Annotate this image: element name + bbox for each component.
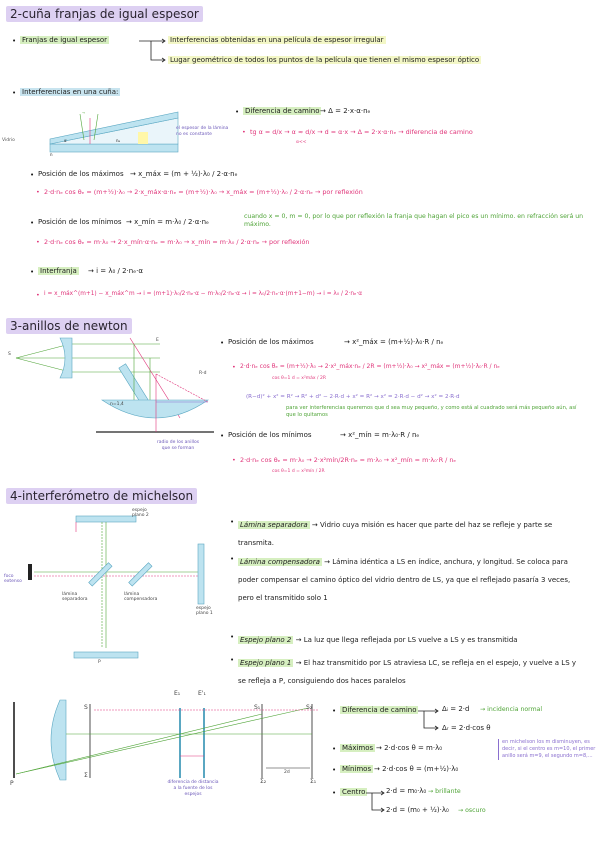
e1-item: Espejo plano 1 → El haz transmitido por LS atraviesa LC, se refleja en el espejo, y vuelve a LS y se refleja a P, consiguiendo dos haces paralelos [238,659,577,685]
mich-dif-2: Δᵣ = 2·d·cos θ [442,724,491,732]
bullet: • [332,766,337,774]
bullet: • [30,171,35,179]
franjas-label: Franjas de igual espesor [22,36,107,44]
diag-n: n=1,4 [110,402,124,407]
min-derivation: 2·d·nₑ cos θₑ = m·λ₀ → 2·x_mín·α·nₑ = m·λ₀ → x_mín = m·λ₀ / 2·α·nₑ → por reflexión [44,238,310,246]
bdiag-sigma: Σ [84,772,88,779]
newton-min-label: Posición de los mínimos [228,431,312,439]
newton-min-sub: cos θ=1 d = x²mín / 2R [272,469,325,474]
bullet: • [332,745,337,753]
diag-s: S [8,352,11,357]
interferencias-cuna-label: Interferencias en una cuña: [22,88,119,96]
bdiag-note: diferencia de distancia a la fuente de los espejos [167,780,219,797]
max-eq: → x_máx = (m + ½)·λ₀ / 2·α·nₑ [130,170,238,178]
dif-camino-label: Diferencia de camino [245,107,320,115]
bullet: • [12,37,17,45]
bullet: • [230,555,235,563]
franjas-def-1: Interferencias obtenidas en una película de espesor irregular [170,36,384,44]
mich-centro-1-note: → brillante [428,788,461,795]
bdiag-s1: S₁ [254,704,261,711]
mich-dif-1: Δᵢ = 2·d [442,705,470,713]
bullet: • [232,363,236,371]
newton-geometry: (R−d)² + x² = R² → R² + d² − 2·R·d + x² = R² → x² = 2·R·d − d² → x² = 2·R·d [246,394,460,400]
ls-label: Lámina separadora [240,521,308,529]
newton-geometry-note: para ver interferencias queremos que d sea muy pequeño, y como está al cuadrado será más pequeño aún, así que lo quitamos [286,405,577,418]
bullet: • [230,518,235,526]
ls-text: Vidrio cuya misión es hacer que parte del haz se refleje y parte se transmita. [238,521,553,547]
newton-min-eq: → x²_mín = m·λ₀·R / nₑ [340,431,420,439]
lc-item: Lámina compensadora → Lámina idéntica a LS en índice, anchura, y longitud. Se coloca para poder compensar el camino óptico del vidrio dentro de LS, ya que el reflejado pasaría 3 veces, pero el transmitido solo 1 [238,558,571,602]
diag-rings-note: radio de los anillos que se forman [156,440,200,451]
diag-vidrio: Vidrio [2,138,15,143]
interfranja-label: Interfranja [40,267,77,275]
e1-text: El haz transmitido por LS atraviesa LC, se refleja en el espejo, y vuelve a LS y se refleja a P, consiguiendo dos haces paralelos [238,659,577,685]
diag-espejo1: espejo plano 1 [196,606,213,616]
dif-camino-eq: → Δ = 2·x·α·nₑ [320,107,371,115]
bullet: • [332,707,337,715]
e2-item: Espejo plano 2 → La luz que llega reflejada por LS vuelve a LS y es transmitida [240,636,518,644]
alpha-small: α<< [296,140,307,145]
newton-diagram [10,334,220,442]
max-derivation: 2·d·nₑ cos θₑ = (m+½)·λ₀ → 2·x_máx·α·nₑ = (m+½)·λ₀ → x_máx = (m+½)·λ₀ / 2·α·nₑ → por reflexión [44,188,363,196]
e2-text: La luz que llega reflejada por LS vuelve a LS y es transmitida [303,636,518,644]
svg-text:→: → [82,111,85,115]
mich-max-label: Máximos [342,744,374,752]
section-title-michelson: 4-interferómetro de michelson [6,488,197,504]
mich-side-note: en michelson los m disminuyen, es decir, si el centro es m=10, el primer anillo será m=9, el segundo m=8,... [498,739,601,760]
diag-foco: foco extenso [4,574,22,584]
bullet: • [36,238,40,246]
bdiag-sigma2: Σ₂ [260,778,267,785]
lc-label: Lámina compensadora [240,558,320,566]
diag-e: E [156,338,159,343]
svg-text:n: n [50,152,53,157]
diag-p: P [98,660,101,665]
bullet: • [230,633,235,641]
bullet: • [235,108,240,116]
mich-min-label: Mínimos [342,765,372,773]
bdiag-e1: E₁ [174,690,181,697]
diag-ls: lámina separadora [62,592,88,602]
bullet: • [30,268,35,276]
bdiag-e1p: E'₁ [198,690,206,697]
branch-arrow [364,790,386,814]
interfranja-eq: → i = λ₀ / 2·nₑ·α [88,267,143,275]
min-eq: → x_mín = m·λ₀ / 2·α·nₑ [126,218,209,226]
bdiag-2d: 2d [284,770,290,775]
bdiag-p: P [10,780,14,787]
mich-centro-label: Centro [342,788,366,796]
bullet: • [220,432,225,440]
lc-text: Lámina idéntica a LS en índice, anchura, y longitud. Se coloca para poder compensar el camino óptico del vidrio dentro de LS, ya que el reflejado pasaría 3 veces, pero el transmitido solo 1 [238,558,571,602]
dif-camino-derivation: tg α = d/x → α ≈ d/x → d = α·x → Δ = 2·x·α·nₑ → diferencia de camino [250,128,473,136]
michelson-equivalent-diagram [8,694,332,794]
newton-max-derivation: 2·d·nₑ cos θₑ = (m+½)·λ₀ → 2·x²_máx·nₑ / 2R = (m+½)·λ₀ → x²_máx = (m+½)·λ₀·R / nₑ [240,363,500,370]
min-note: cuando x = 0, m = 0, por lo que por reflexión la franja que hagan el pico es un mínimo. en refracción será un máximo. [244,213,584,228]
bullet: • [332,789,337,797]
mich-min-eq: → 2·d·cos θ = (m+½)·λ₀ [374,765,459,773]
newton-max-eq: → x²_máx = (m+½)·λ₀·R / nₑ [344,338,444,346]
mich-centro-2: 2·d = (m₀ + ½)·λ₀ [386,806,449,814]
bullet: • [30,219,35,227]
bdiag-sigma1: Σ₁ [310,778,317,785]
svg-text:α: α [64,138,67,143]
mich-max-eq: → 2·d·cos θ = m·λ₀ [376,744,443,752]
mich-centro-2-note: → oscuro [458,807,486,814]
newton-max-sub: cos θ=1 d = x²máx / 2R [272,376,326,381]
mich-centro-1: 2·d = m₀·λ₀ [386,787,427,795]
newton-min-derivation: 2·d·nₑ cos θₑ = m·λ₀ → 2·x²mín/2R·nₑ = m·λ₀ → x²_mín = m·λ₀·R / nₑ [240,456,457,464]
diag-espesor-note: el espesor de la lámina no es constante [176,126,229,137]
bullet: • [230,656,235,664]
e1-label: Espejo plano 1 [240,659,292,667]
franjas-def-2: Lugar geométrico de todos los puntos de la película que tienen el mismo espesor óptico [170,56,480,64]
bullet: • [12,89,17,97]
bullet: • [36,188,40,196]
diag-lc: lámina compensadora [124,592,158,602]
bullet: • [232,456,236,464]
mich-dif-label: Diferencia de camino [342,706,417,714]
min-label: Posición de los mínimos [38,218,122,226]
mich-dif-1-note: → incidencia normal [480,706,543,713]
section-title-cuna: 2-cuña franjas de igual espesor [6,6,203,22]
interfranja-derivation: i = x_máx^(m+1) − x_máx^m → i = (m+1)·λ₀/2·nₑ·α − m·λ₀/2·nₑ·α → i = λ₀/2·nₑ·α·(m+1−m) → i = λ₀ / 2·nₑ·α [44,291,363,297]
newton-max-label: Posición de los máximos [228,338,314,346]
branch-arrow [137,36,167,66]
branch-arrow [416,708,440,732]
bullet: • [36,291,40,299]
bullet: • [220,339,225,347]
diag-espejo2: espejo plano 2 [132,508,149,518]
bdiag-s: S [84,704,88,711]
michelson-diagram [20,508,220,668]
section-title-newton: 3-anillos de newton [6,318,132,334]
max-label: Posición de los máximos [38,170,124,178]
svg-text:nₑ: nₑ [116,138,121,143]
ls-item: Lámina separadora → Vidrio cuya misión es hacer que parte del haz se refleje y parte se transmita. [238,521,553,547]
bdiag-s2: S₂ [306,704,313,711]
diag-r: R-d [199,371,207,376]
e2-label: Espejo plano 2 [240,636,292,644]
bullet: • [242,128,246,136]
